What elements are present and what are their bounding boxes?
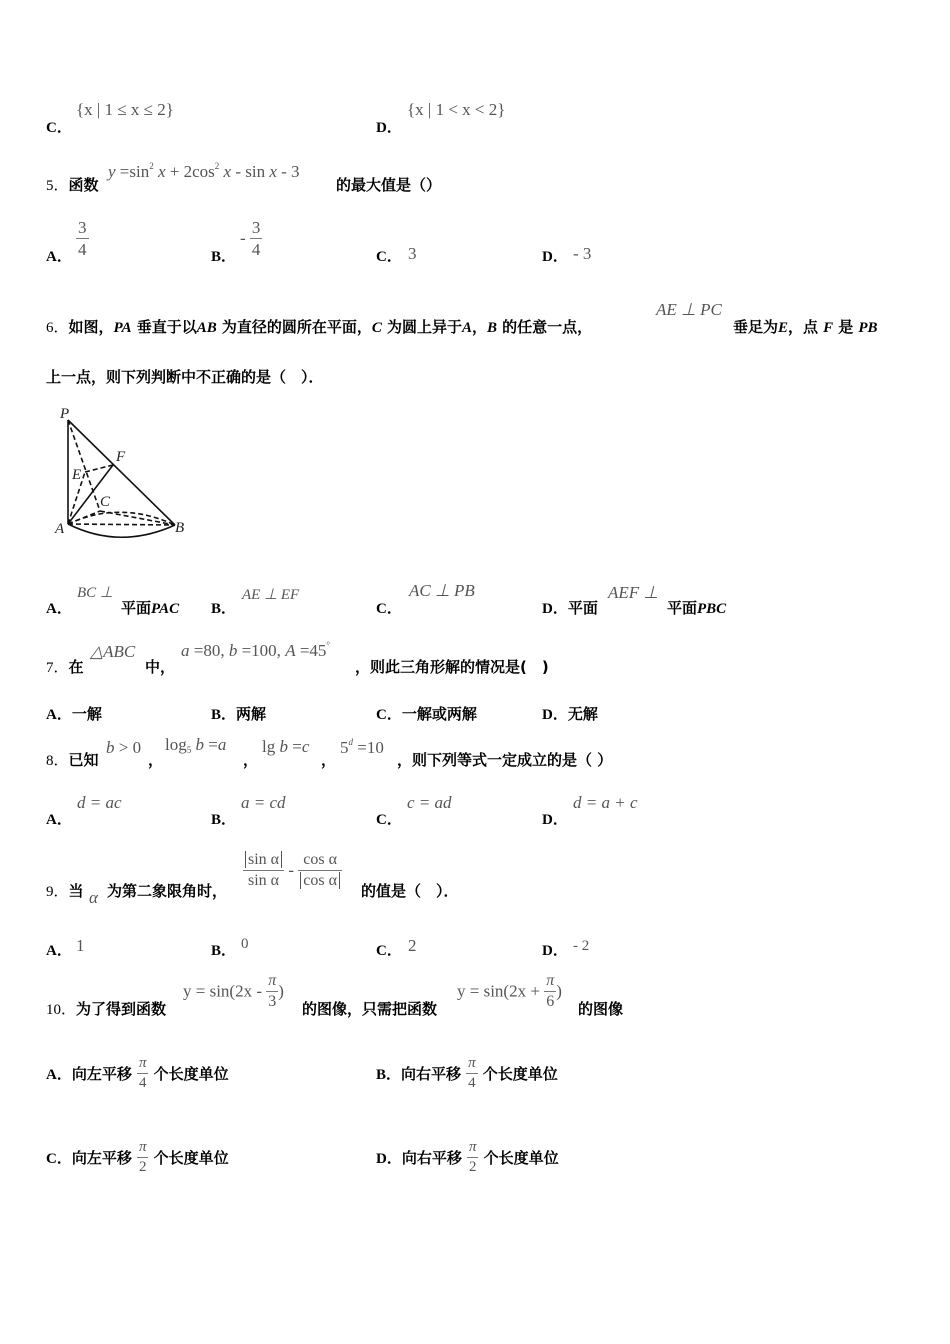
numerator: 3 [251,218,261,237]
q5-option-b-label: B． [211,249,237,265]
q8-cond3: lg b =c [262,737,310,756]
q6-option-a-text [121,597,179,618]
circle-front-arc [68,524,175,537]
formula-part: y = sin(2x + [457,981,540,1001]
q10-suffix: 的图像 [578,1000,624,1018]
stem-text: 为直径的圆所在平面， [221,318,372,336]
q10-middle: 的图像，只需把函数 [302,1000,438,1018]
numerator: 3 [78,218,87,237]
line-ab [68,524,175,525]
denominator: 4 [138,1075,147,1091]
question-number: 6． [46,320,69,336]
numerator: cos α [298,852,342,871]
q10-option-d [376,1140,559,1175]
point-label-b: B [175,520,185,536]
q7-option-c [376,703,477,724]
q7-option-d [542,703,598,724]
option-var: PAC [151,601,180,617]
numerator: π [544,973,556,992]
numerator: sin α [245,851,282,868]
q7-stem [46,656,84,677]
q6-option-d-math: AEF ⊥ [608,583,659,602]
q9-option-d-value: - 2 [573,938,590,954]
q7-option-b [211,703,266,724]
line-pb [68,420,175,525]
q9-suffix: 的值是（ ）． [361,882,459,900]
prev-option-d-math: {x | 1 < x < 2} [407,100,506,119]
q9-middle: 为第二象限角时， [107,882,228,900]
option-text: 向右平移 [401,1149,462,1167]
stem-text: 为圆上异于 [386,318,462,336]
option-text: 平面 [667,599,698,617]
option-text: 一解 [71,705,102,723]
minus-sign: - [240,228,246,248]
q5-option-d-value: - 3 [573,244,592,263]
option-label: B． [376,1067,402,1083]
q9-stem [46,880,84,901]
q10-option-a [46,1056,229,1091]
stem-text: 为了得到函数 [76,1000,167,1018]
numerator: π [466,1056,478,1074]
q8-option-c-label: C． [376,812,402,828]
stem-var: AB [196,320,217,336]
line-pc [68,420,100,511]
denominator: 4 [251,240,261,259]
q6-option-d [542,597,598,618]
q7-triangle: △ABC [90,642,136,661]
prev-option-c [46,116,72,137]
stem-text: ， [471,318,487,336]
option-text: 个长度单位 [483,1149,559,1167]
stem-var: E [778,320,789,336]
q8-option-d-label: D． [542,812,568,828]
stem-text: 的任意一点， [502,318,593,336]
stem-var: PA [113,320,132,336]
stem-text: 垂足为 [733,318,779,336]
option-text: 平面 [567,599,598,617]
denominator: 6 [546,993,555,1010]
numerator: π [467,1140,479,1158]
stem-text: 是 [838,318,854,336]
q6-stem-line1-end [733,316,878,337]
stem-text: 当 [68,882,84,900]
denominator: 2 [138,1159,147,1175]
q6-formula: AE ⊥ PC [656,300,722,319]
q5-stem [46,174,99,195]
prev-option-d [376,116,402,137]
point-label-e: E [72,467,82,483]
q10-option-b [376,1056,558,1091]
q8-sep1: ， [148,751,164,769]
denominator: cos α [300,872,340,889]
option-text: 无解 [567,705,598,723]
option-label: C． [46,1151,72,1167]
option-label: B． [211,707,237,723]
prev-option-c-math: {x | 1 ≤ x ≤ 2} [76,100,174,119]
option-text: 个长度单位 [153,1065,229,1083]
q6-option-a-math: BC ⊥ [77,585,113,601]
q8-option-b-label: B． [211,812,237,828]
denominator: 2 [468,1159,477,1175]
point-label-a: A [55,521,65,537]
q8-sep3: ， [321,751,337,769]
q9-formula [243,852,342,889]
circle-back-arc [68,512,175,525]
q9-option-a-value: 1 [76,936,85,955]
q6-stem-line2: 上一点，则下列判断中不正确的是（ ）． [46,368,324,386]
q6-option-b-math: AE ⊥ EF [242,587,300,603]
stem-var: F [823,320,834,336]
option-text: 向左平移 [71,1065,132,1083]
q6-stem-line1 [46,316,592,337]
point-label-p: P [60,406,70,422]
option-text: 个长度单位 [482,1065,558,1083]
question-number: 7． [46,660,69,676]
numerator: π [266,973,278,992]
option-text: 个长度单位 [153,1149,229,1167]
numerator: π [137,1140,149,1158]
q8-option-a-math: d = ac [77,793,122,812]
option-text: 向左平移 [71,1149,132,1167]
option-label: D． [542,707,568,723]
denominator: 4 [468,1075,476,1091]
q5-suffix: 的最大值是（） [336,176,442,194]
q8-option-d-math: d = a + c [573,793,638,812]
q8-option-c-math: c = ad [407,793,452,812]
q5-option-c-label: C． [376,249,402,265]
option-text: 两解 [236,705,267,723]
formula-part: ) [556,981,562,1001]
q6-option-a-label: A． [46,601,72,617]
option-label: A． [46,707,72,723]
option-label: D． [376,1151,402,1167]
option-label: D． [376,120,402,136]
q7-formula: a =80, b =100, A =45° [181,640,331,660]
option-label: C． [46,120,72,136]
stem-text: 已知 [68,751,99,769]
q7-suffix: ，则此三角形解的情况是( ) [355,658,549,676]
point-label-c: C [100,494,111,510]
stem-text: 垂直于以 [136,318,197,336]
q5-option-a-value [76,219,89,258]
stem-var: A [461,320,472,336]
stem-text: 如图， [68,318,114,336]
q8-option-b-math: a = cd [241,793,286,812]
option-label: C． [376,707,402,723]
q6-option-d-text [667,597,726,618]
q9-option-c-label: C． [376,943,402,959]
q9-option-a-label: A． [46,943,72,959]
geometry-figure [40,400,200,550]
point-label-f: F [116,449,126,465]
option-text: 一解或两解 [401,705,477,723]
minus-sign: - [288,860,294,880]
q9-option-d-label: D． [542,943,568,959]
stem-text: 函数 [68,176,99,194]
stem-var: B [486,320,497,336]
option-label: D． [542,601,568,617]
q10-option-c [46,1140,229,1175]
question-number: 10． [46,1002,77,1018]
option-text: 平面 [121,599,152,617]
stem-text: 在 [68,658,84,676]
q5-option-b-value [240,219,262,258]
option-text: 向右平移 [401,1065,462,1083]
q7-option-a [46,703,102,724]
stem-var: PB [858,320,878,336]
q10-formula1 [183,973,284,1010]
q6-option-c-math: AC ⊥ PB [409,581,475,600]
q8-cond1: b > 0 [106,738,142,757]
stem-text: ，点 [788,318,819,336]
denominator: 3 [268,993,277,1010]
formula-part: y = sin(2x - [183,981,262,1001]
q10-stem [46,998,166,1019]
q6-option-c-label: C． [376,601,402,617]
q5-option-d-label: D． [542,249,568,265]
q10-formula2 [457,973,562,1010]
q9-option-b-value: 0 [241,936,249,952]
q5-option-c-value: 3 [408,244,417,263]
question-number: 9． [46,884,69,900]
q8-cond4: $5^d =10$ [340,737,384,757]
option-var: PBC [697,601,727,617]
q8-stem [46,749,99,770]
numerator: π [137,1056,149,1074]
formula-part: ) [278,981,284,1001]
q8-cond2: $\log_5 b =a$ [165,735,227,755]
q6-option-b-label: B． [211,601,237,617]
q9-option-c-value: 2 [408,936,417,955]
question-number: 8． [46,753,69,769]
denominator: sin α [248,872,280,889]
stem-var: C [371,320,382,336]
option-label: A． [46,1067,72,1083]
denominator: 4 [78,240,87,259]
q8-suffix: ，则下列等式一定成立的是（ ） [397,751,613,769]
q5-formula: $y =\sin^2$ $x + 2\cos^2$ x - sin x - 3 [108,161,300,181]
q5-option-a-label: A． [46,249,72,265]
q9-option-b-label: B． [211,943,237,959]
q7-middle: 中， [145,658,176,676]
question-number: 5． [46,178,69,194]
q8-option-a-label: A． [46,812,72,828]
q8-sep2: ， [243,751,259,769]
q9-alpha: α [89,888,98,907]
